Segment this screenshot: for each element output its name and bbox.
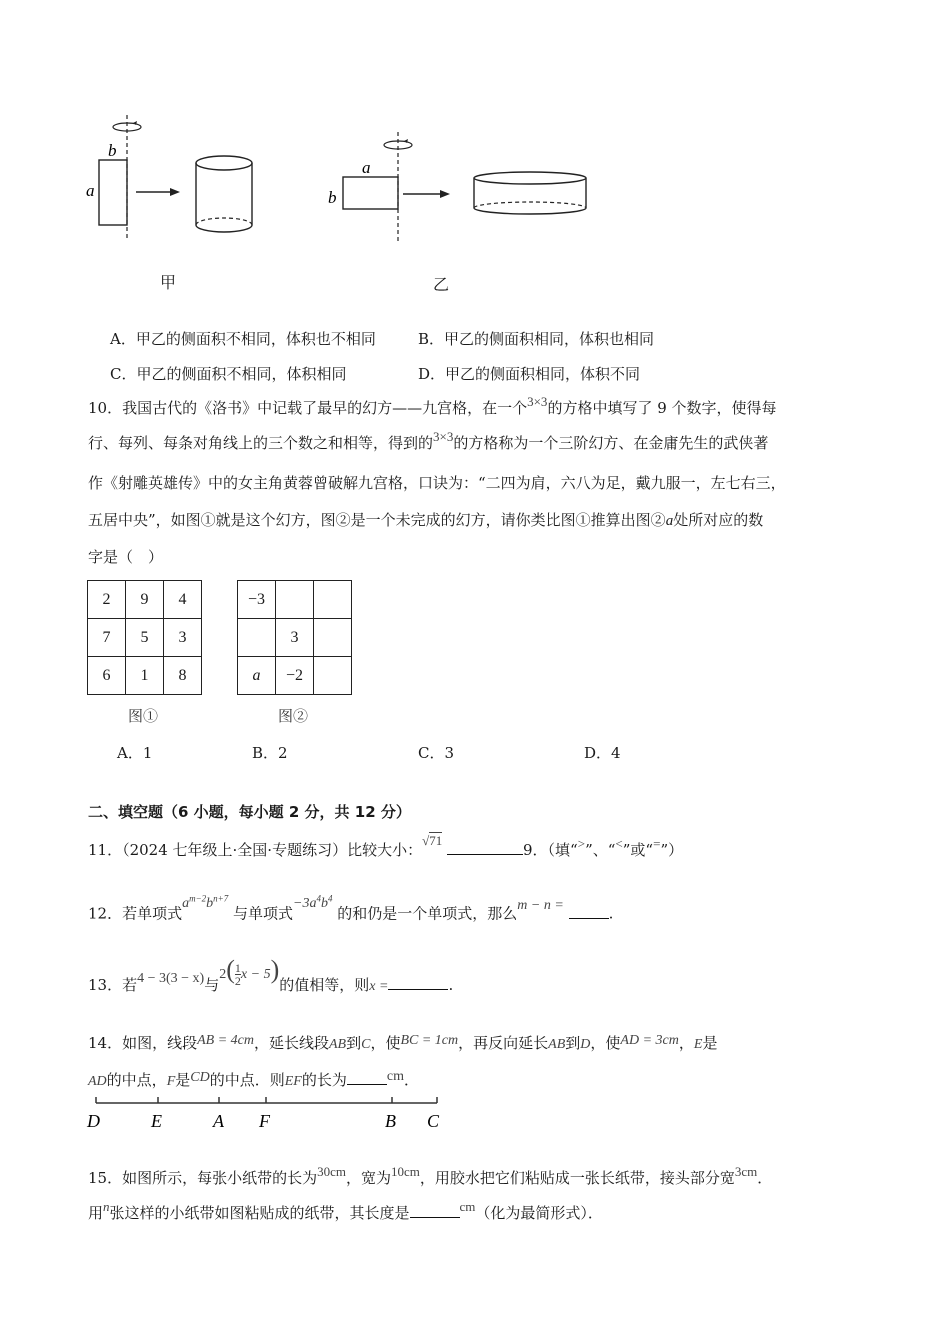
symbol-lt: < [615, 836, 623, 851]
svg-text:a: a [362, 158, 371, 177]
math: b [321, 895, 328, 911]
svg-text:F: F [259, 1111, 270, 1131]
q12-line [88, 893, 614, 926]
grid-cell: 5 [126, 619, 164, 657]
grid-cell: a [238, 657, 276, 695]
grid-cell: −3 [238, 581, 276, 619]
q9-rotation-figure [70, 110, 610, 300]
q14-text: 到 [346, 1034, 362, 1052]
unit: cm [459, 1199, 476, 1214]
q15-line-2 [88, 1199, 603, 1224]
q15-text: 15．如图所示，每张小纸带的长为 [88, 1169, 318, 1187]
math-3x3: 3×3 [433, 429, 454, 444]
math: F [166, 1074, 176, 1089]
math: AD = 3cm [620, 1033, 679, 1048]
grid-cell [314, 581, 352, 619]
denominator: 2 [234, 974, 241, 989]
symbol-eq: = [653, 836, 661, 851]
q13-text: 的值相等，则 [279, 976, 370, 994]
q11-text: 11．（2024 七年级上·全国·专题练习）比较大小： [88, 841, 423, 859]
q11-text: 9．（填“ [523, 841, 578, 859]
q12-text: 的和仍是一个单项式，那么 [337, 904, 518, 923]
unit: cm [386, 1069, 404, 1084]
math: n+7 [213, 893, 229, 903]
magic-square-figure-1 [87, 580, 202, 695]
sqrt-71: √71 [422, 833, 443, 848]
math: AB [328, 1037, 347, 1052]
math: x = [369, 979, 389, 994]
q10-option-c: C．3 [418, 744, 455, 762]
q14-text: 是 [702, 1034, 718, 1052]
grid-cell: 3 [276, 619, 314, 657]
variable-a: a [665, 513, 674, 529]
q10-option-b: B．2 [252, 744, 288, 762]
q11-line [88, 833, 684, 861]
math: EF [284, 1074, 302, 1089]
grid-cell [314, 619, 352, 657]
q15-text: （化为最简形式）． [475, 1204, 603, 1222]
grid-cell [276, 581, 314, 619]
q10-text: 的方格称为一个三阶幻方、在金庸先生的武侠著 [453, 434, 769, 452]
radicand: 71 [429, 833, 443, 848]
q15-line-1 [88, 1164, 773, 1189]
q14-text: ， [678, 1034, 694, 1052]
math: 30cm [317, 1164, 346, 1179]
math: b [206, 895, 214, 911]
grid-cell: 6 [88, 657, 126, 695]
q13-text: 与 [204, 976, 220, 994]
q14-text: 的中点， [106, 1071, 167, 1089]
q15-text: 张这样的小纸带如图粘贴成的纸带，其长度是 [109, 1204, 410, 1222]
math: C [361, 1037, 371, 1052]
math: CD [190, 1070, 210, 1085]
figure-caption-jia: 甲 [160, 273, 177, 292]
math: E [693, 1037, 703, 1052]
grid-cell: 3 [164, 619, 202, 657]
q14-text: 到 [565, 1034, 581, 1052]
math: AD [88, 1074, 107, 1089]
answer-blank[interactable] [410, 1203, 460, 1218]
q10-text: 行、每列、每条对角线上的三个数之和相等，得到的 [88, 434, 434, 452]
q14-text: 14．如图，线段 [88, 1034, 198, 1052]
section-heading: 二、填空题（6 小题，每小题 2 分，共 12 分） [88, 803, 411, 821]
q10-option-d: D．4 [584, 744, 621, 762]
q10-line-3: 作《射雕英雄传》中的女主角黄蓉曾破解九宫格，口诀为：“二四为肩，六八为足，戴九服一，左七右三， [88, 474, 786, 492]
svg-text:b: b [108, 141, 117, 160]
symbol-gt: > [577, 836, 586, 851]
q14-line-2 [88, 1070, 419, 1092]
grid-cell: 9 [126, 581, 164, 619]
q14-text: ，延长线段 [253, 1034, 329, 1052]
magic-square-figure-2 [237, 580, 352, 695]
grid-cell: 8 [164, 657, 202, 695]
q9-option-a: A．甲乙的侧面积不相同，体积也不相同 [110, 330, 376, 348]
q10-line-2 [88, 429, 769, 454]
svg-text:b: b [328, 188, 337, 207]
q10-text: 的方格中填写了 9 个数字，使得每 [547, 399, 777, 417]
q14-text: ，使 [370, 1034, 401, 1052]
monomial-2 [293, 893, 333, 911]
q10-line-5: 字是（ ） [88, 548, 164, 566]
q14-text: ． [403, 1071, 419, 1089]
svg-text:a: a [86, 181, 95, 200]
grid-cell [314, 657, 352, 695]
q10-text: 五居中央”，如图①就是这个幻方，图②是一个未完成的幻方，请你类比图①推算出图② [88, 511, 666, 529]
q15-text: ． [757, 1169, 773, 1187]
q13-text: 13．若 [88, 976, 138, 994]
q10-option-a: A．1 [117, 744, 153, 762]
q12-text: . [608, 904, 614, 923]
caption-figure-1: 图① [128, 707, 159, 725]
q14-text: ，再反向延长 [458, 1034, 549, 1052]
q9-option-d: D．甲乙的侧面积相同，体积不同 [418, 365, 641, 383]
grid-cell: −2 [276, 657, 314, 695]
answer-blank[interactable] [447, 840, 523, 855]
caption-figure-2: 图② [278, 707, 309, 725]
numerator: 1 [234, 961, 241, 976]
q9-option-c: C．甲乙的侧面积不相同，体积相同 [110, 365, 347, 383]
q13-text: . [448, 976, 454, 994]
svg-text:A: A [213, 1111, 224, 1131]
math-expression: 4 − 3(3 − x) [137, 971, 205, 986]
q10-line-1 [88, 394, 777, 419]
q10-text: 处所对应的数 [673, 511, 764, 529]
q14-text: 是 [175, 1071, 191, 1089]
grid-cell: 2 [88, 581, 126, 619]
q12-text: 12．若单项式 [88, 904, 183, 923]
monomial-1 [182, 893, 229, 911]
math: AB = 4cm [197, 1033, 254, 1048]
math: 3cm [734, 1164, 758, 1179]
math-3x3: 3×3 [527, 394, 548, 409]
grid-cell [238, 619, 276, 657]
q14-text: 的长为 [301, 1071, 347, 1089]
q11-text: ”、“ [585, 841, 616, 859]
math: −3a [293, 895, 317, 911]
math: m−2 [189, 893, 207, 903]
math: 2 [219, 967, 227, 982]
math: 4 [316, 893, 321, 903]
answer-blank[interactable] [388, 975, 448, 990]
math: BC = 1cm [400, 1033, 459, 1048]
math-expression-2 [219, 955, 280, 989]
grid-cell: 4 [164, 581, 202, 619]
answer-blank[interactable] [347, 1070, 387, 1085]
q15-text: 用 [88, 1204, 104, 1222]
q10-line-4 [88, 510, 763, 531]
math-expression: m − n = [517, 897, 564, 913]
svg-text:B: B [385, 1111, 396, 1131]
math: AB [548, 1037, 566, 1052]
math: n [103, 1199, 110, 1214]
q15-text: ，宽为 [345, 1169, 391, 1187]
math [197, 1033, 254, 1048]
q13-line [88, 955, 454, 999]
q14-text: 的中点．则 [209, 1071, 285, 1089]
svg-text:E: E [151, 1111, 162, 1131]
grid-cell: 7 [88, 619, 126, 657]
q15-text: ，用胶水把它们粘贴成一张长纸带，接头部分宽 [419, 1169, 735, 1187]
paren-left: ( [226, 955, 235, 984]
math: 10cm [391, 1164, 420, 1179]
grid-cell: 1 [126, 657, 164, 695]
q11-text: ”） [660, 841, 684, 859]
q10-text: 10．我国古代的《洛书》中记载了最早的幻方——九宫格，在一个 [88, 399, 528, 417]
segment-figure [80, 1093, 460, 1133]
q14-text: ，使 [590, 1034, 621, 1052]
figure-caption-yi: 乙 [433, 275, 450, 294]
math: a [182, 895, 190, 911]
svg-text:C: C [427, 1111, 440, 1131]
q9-option-b: B．甲乙的侧面积相同，体积也相同 [418, 330, 655, 348]
math: D [580, 1037, 591, 1052]
q11-text: ”或“ [622, 841, 654, 859]
paren-right: ) [270, 955, 280, 984]
math: 4 [328, 893, 333, 903]
svg-text:D: D [87, 1111, 100, 1131]
q14-line-1 [88, 1033, 717, 1055]
math: x − 5 [240, 967, 271, 982]
q12-text: 与单项式 [233, 904, 294, 923]
answer-blank[interactable] [569, 904, 609, 919]
